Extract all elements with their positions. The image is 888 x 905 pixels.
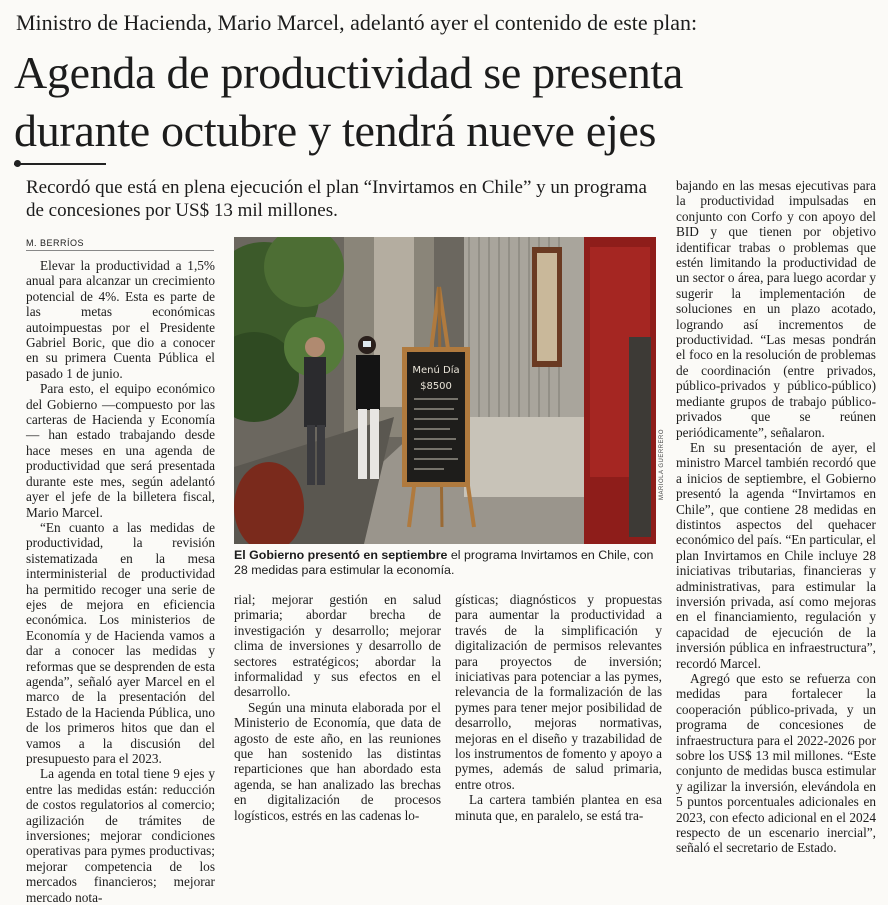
board-title: Menú Día	[412, 365, 460, 376]
article-column-1	[26, 258, 215, 905]
photo-caption	[234, 548, 658, 578]
paragraph: Agregó que esto se refuerza con medidas para fortalecer la cooperación público-privada, y un programa de concesiones de infraestructura para el 2022-2026 por sobre los US$ 13 mil millones. “Este conjunto de medidas busca estimular y agilizar la inversión, elevándola en 5 puntos porcentuales adicionales en 2023, con efecto adicional en el 2024 respecto de un escenario inercial”, señaló el secretario de Estado.	[676, 671, 876, 856]
kicker: Ministro de Hacienda, Mario Marcel, adelantó ayer el contenido de este plan:	[16, 10, 698, 35]
article-column-2	[234, 592, 441, 823]
paragraph: Elevar la productividad a 1,5% anual para alcanzar un crecimiento potencial de 4%. Esta es parte de las metas económicas autoimpuestas por el Presidente Gabriel Boric, que dio a conocer en su primera Cuenta Pública el pasado 1 de junio.	[26, 258, 215, 381]
photo-credit: MARIOLA GUERRERO	[659, 428, 665, 500]
paragraph: “En cuanto a las medidas de productividad, la revisión sistematizada en la mesa interministerial de productividad ha permitido recoger una serie de ejes de mejora en eficiencia económica. Los ministerios de Economía y de Hacienda vamos a dar a conocer las medidas y reformas que se desprenden de esta agenda”, señaló ayer Marcel en el marco de la presentación del Estado de la Hacienda Pública, uno de los primeros hitos que dan el vamos a la discusión del presupuesto para el 2023.	[26, 519, 215, 766]
paragraph: Según una minuta elaborada por el Ministerio de Economía, que data de agosto de este año, en las reuniones que han sostenido las distintas reparticiones que han abordado esta agenda, se han analizado las brechas en digitalización de procesos logísticos, estrés en las cadenas lo-	[234, 699, 441, 823]
paragraph: La agenda en total tiene 9 ejes y entre las medidas están: reducción de costos regulatorios al comercio; agilización de trámites de inversiones; mejorar condiciones operativas para pymes productivas; mejorar competencia de los mercados financieros; mejorar mercado nota-	[26, 766, 215, 905]
paragraph: La cartera también plantea en esa minuta que, en paralelo, se está tra-	[455, 792, 662, 823]
article-column-3	[455, 592, 662, 823]
caption-text: el programa Invirtamos en Chile, con 28 medidas para estimular la economía.	[234, 548, 654, 577]
paragraph: gísticas; diagnósticos y propuestas para aumentar la productividad a través de la simplificación y digitalización de permisos relevantes para proyectos de inversión; iniciativas para potenciar a las pymes, relevancia de la formalización de las pymes para tener mejor posibilidad de desarrollo, mejoras normativas, mejoras en el diseño y trazabilidad de los instrumentos de fomento y apoyo a pymes, además de salud primaria, entre otros.	[455, 592, 662, 792]
article-photo	[234, 237, 656, 544]
paragraph: bajando en las mesas ejecutivas para la productividad impulsadas en conjunto con Corfo y con apoyo del BID y que tienen por objetivo identificar trabas o problemas que estén limitando la productividad de un sector o área, para luego acordar y sugerir la implementación de soluciones en un plazo acotado, logrando así incrementos de productividad. “Las mesas pondrán el foco en la resolución de problemas de coordinación (entre privados, público-privados y público-público) mediante grupos de trabajo público-privados que se reúnen periódicamente”, señalaron.	[676, 178, 876, 440]
headline-line-2: durante octubre y tendrá nueve ejes	[14, 105, 657, 156]
subtitle: Recordó que está en plena ejecución el plan “Invirtamos en Chile” y un programa de concesiones por US$ 13 mil millones.	[26, 177, 647, 221]
article-column-4	[676, 178, 876, 856]
paragraph: En su presentación de ayer, el ministro Marcel también recordó que a inicios de septiembre, el Gobierno presentó la agenda “Invirtamos en Chile”, que contiene 28 medidas en distintos aspectos del quehacer económico del país. “En particular, el plan Invirtamos en Chile incluye 28 iniciativas tributarias, financieras y administrativas, para estimular la inversión privada, así como mejoras en el financiamiento, regulación y capacidad de ejecución de la inversión pública en infraestructura”, recordó Marcel.	[676, 439, 876, 671]
paragraph: Para esto, el equipo económico del Gobierno —compuesto por las carteras de Hacienda y Economía— han estado trabajando desde hace meses en una agenda de productividad que será presentada durante este mes, según adelantó ayer el jefe de la billetera fiscal, Mario Marcel.	[26, 381, 215, 520]
headline-line-1: Agenda de productividad se presenta	[14, 47, 684, 98]
board-price: $8500	[420, 381, 452, 392]
headline	[14, 44, 683, 160]
byline: M. BERRÍOS	[26, 238, 85, 248]
headline-rule	[14, 163, 106, 165]
caption-lead: El Gobierno presentó en septiembre	[234, 548, 448, 562]
headline-rule-dot	[14, 160, 21, 167]
paragraph: rial; mejorar gestión en salud primaria; abordar brecha de investigación y desarrollo; mejorar clima de inversiones y desarrollo de sectores estratégicos; abordar la informalidad y sus efectos en el desarrollo.	[234, 592, 441, 700]
byline-rule	[26, 250, 214, 251]
